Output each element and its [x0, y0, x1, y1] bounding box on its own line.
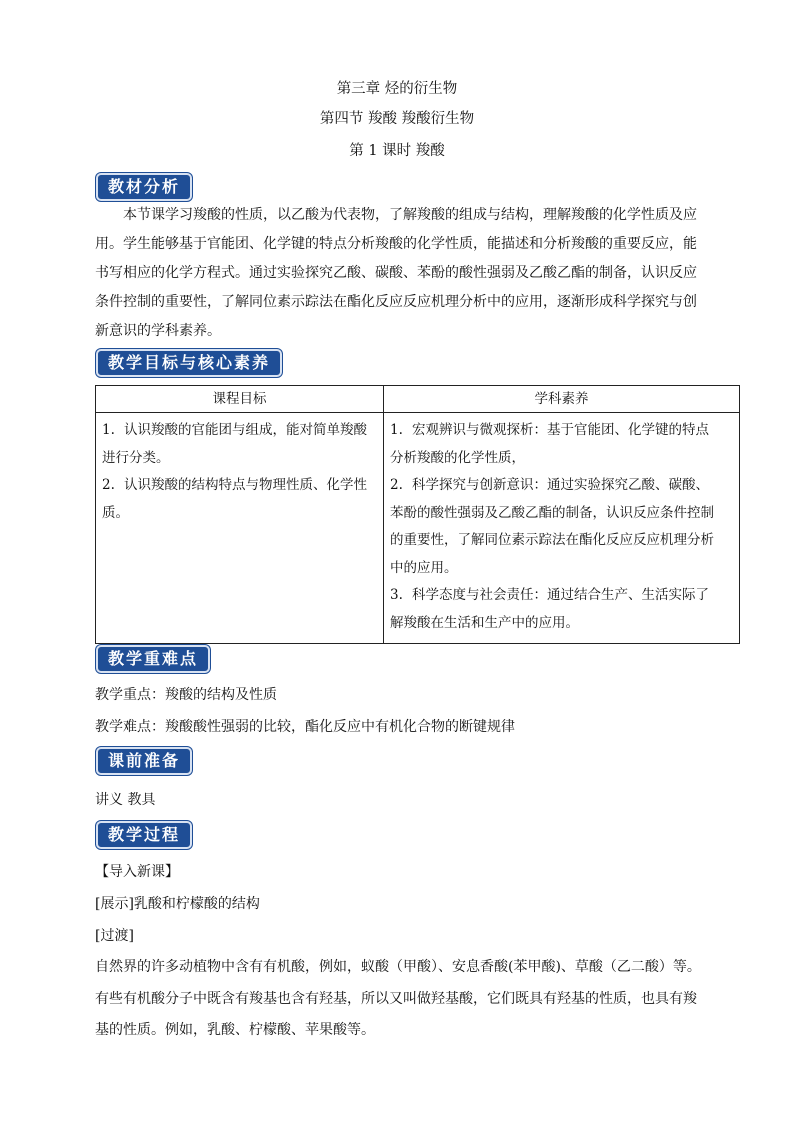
goals-heading-badge: 教学目标与核心素养 — [96, 349, 282, 377]
analysis-heading-badge: 教材分析 — [96, 173, 192, 201]
teaching-focus: 教学重点：羧酸的结构及性质 — [95, 687, 277, 703]
chapter-title: 第三章 烃的衍生物 — [336, 81, 458, 97]
process-paragraph-2-line-2: 基的性质。例如，乳酸、柠檬酸、苹果酸等。 — [95, 1022, 375, 1038]
analysis-paragraph — [95, 201, 701, 346]
process-intro: 【导入新课】 — [95, 864, 179, 880]
preparation-heading-badge: 课前准备 — [96, 747, 192, 775]
analysis-line-5: 新意识的学科素养。 — [95, 323, 221, 339]
analysis-line-3: 书写相应的化学方程式。通过实验探究乙酸、碳酸、苯酚的酸性强弱及乙酸乙酯的制备，认识反应 — [95, 265, 697, 281]
analysis-line-4: 条件控制的重要性，了解同位素示踪法在酯化反应反应机理分析中的应用，逐渐形成科学探究与创 — [95, 294, 697, 310]
section-title: 第四节 羧酸 羧酸衍生物 — [319, 111, 475, 127]
process-transition: [过渡] — [95, 928, 134, 944]
table-header-course-goals: 课程目标 — [96, 386, 384, 413]
process-heading-badge: 教学过程 — [96, 821, 192, 849]
preparation-text: 讲义 教具 — [95, 792, 156, 808]
goals-table — [95, 385, 740, 644]
analysis-line-1: 本节课学习羧酸的性质，以乙酸为代表物，了解羧酸的组成与结构，理解羧酸的化学性质及应 — [123, 207, 697, 223]
process-show: [展示]乳酸和柠檬酸的结构 — [95, 896, 260, 912]
literacy-cell — [384, 413, 740, 644]
literacy-item: 3. 科学态度与社会责任：通过结合生产、生活实际了 解羧酸在生活和生产中的应用。 — [390, 587, 709, 631]
lesson-title: 第 1 课时 羧酸 — [349, 143, 445, 159]
analysis-line-2: 用。学生能够基于官能团、化学键的特点分析羧酸的化学性质，能描述和分析羧酸的重要反应，能 — [95, 236, 697, 252]
literacy-item: 1. 宏观辨识与微观探析：基于官能团、化学键的特点 分析羧酸的化学性质， — [390, 422, 709, 466]
process-paragraph-2-line-1: 有些有机酸分子中既含有羧基也含有羟基，所以又叫做羟基酸，它们既具有羟基的性质，也具有羧 — [95, 991, 697, 1007]
table-header-literacy: 学科素养 — [384, 386, 740, 413]
process-paragraph-1: 自然界的许多动植物中含有有机酸，例如，蚁酸（甲酸）、安息香酸(苯甲酸)、草酸（乙二酸）等。 — [95, 959, 701, 975]
course-goal-item: 2. 认识羧酸的结构特点与物理性质、化学性 质。 — [102, 477, 367, 521]
keypoints-heading-badge: 教学重难点 — [96, 645, 210, 673]
course-goal-item: 1. 认识羧酸的官能团与组成，能对简单羧酸 进行分类。 — [102, 422, 367, 466]
course-goals-cell — [96, 413, 384, 644]
teaching-difficulty: 教学难点：羧酸酸性强弱的比较，酯化反应中有机化合物的断键规律 — [95, 719, 515, 735]
literacy-item: 2. 科学探究与创新意识：通过实验探究乙酸、碳酸、 苯酚的酸性强弱及乙酸乙酯的制备，认识反应条件控制 的重要性，了解同位素示踪法在酯化反应反应机理分析 中的应用。 — [390, 477, 714, 576]
